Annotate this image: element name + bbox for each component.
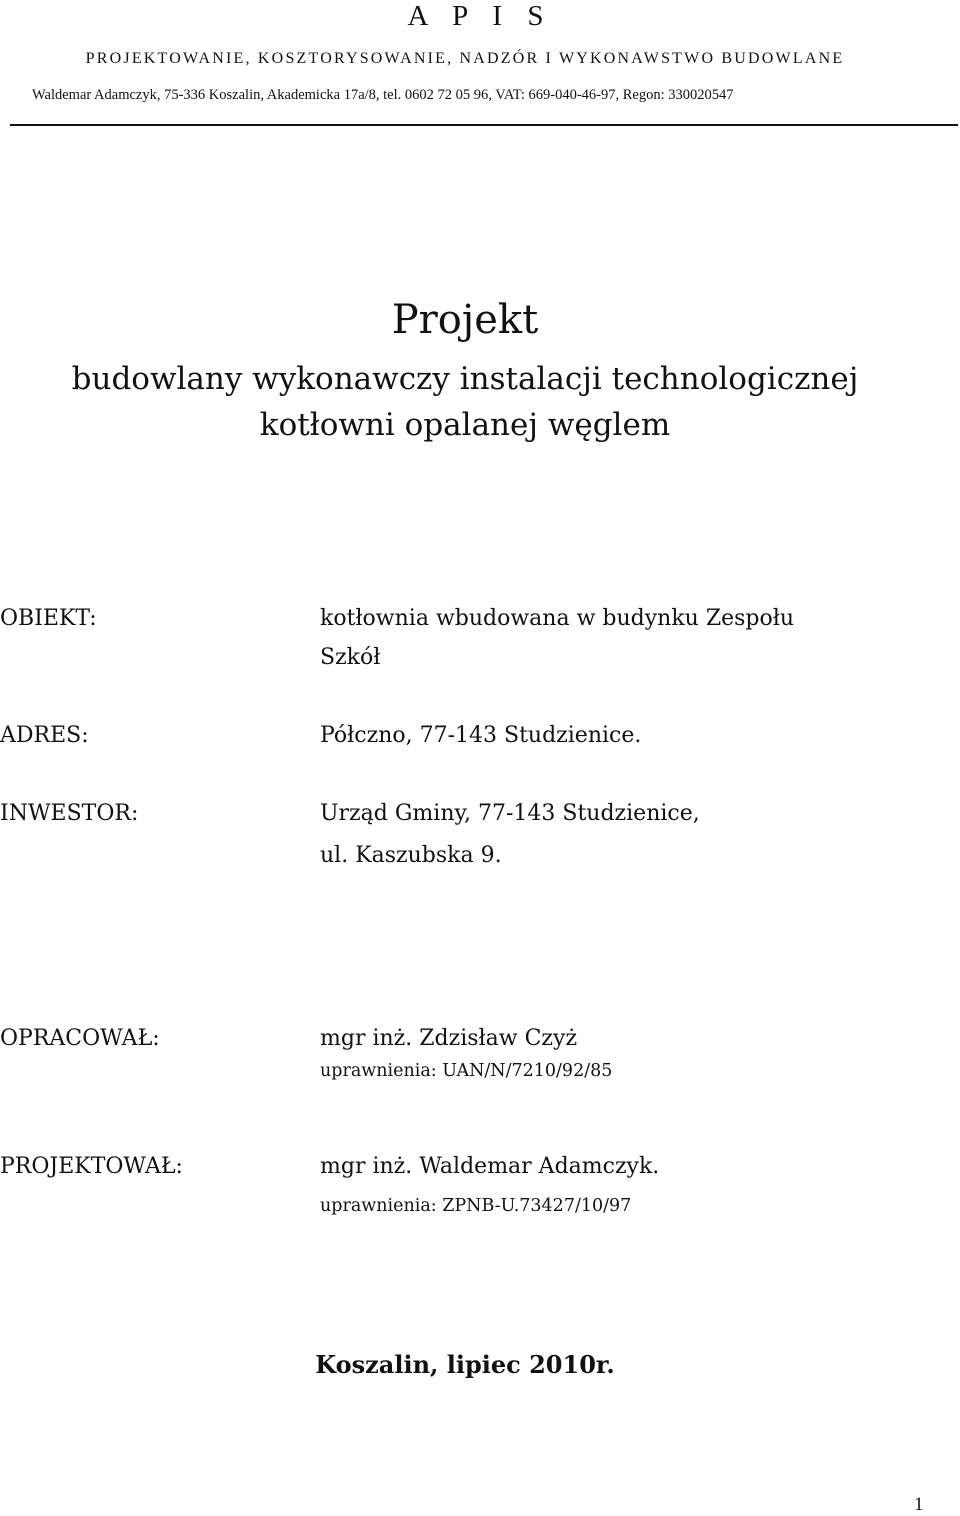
designed-by-name: mgr inż. Waldemar Adamczyk. (320, 1154, 660, 1179)
prepared-by-license: uprawnienia: UAN/N/7210/92/85 (320, 1061, 613, 1081)
investor-label: INWESTOR: (0, 801, 139, 826)
company-tagline: PROJEKTOWANIE, KOSZTORYSOWANIE, NADZÓR I WYKONAWSTWO BUDOWLANE (85, 50, 845, 67)
company-address: Waldemar Adamczyk, 75-336 Koszalin, Akademicka 17a/8, tel. 0602 72 05 96, VAT: 669-040-46-97, Regon: 330020547 (32, 87, 734, 103)
object-value-line2: Szkół (320, 645, 381, 670)
investor-value-line2: ul. Kaszubska 9. (320, 843, 502, 868)
address-value: Półczno, 77-143 Studzienice. (320, 723, 642, 748)
designed-by-label: PROJEKTOWAŁ: (0, 1154, 183, 1179)
designed-by-license: uprawnienia: ZPNB-U.73427/10/97 (320, 1196, 632, 1216)
investor-value-line1: Urząd Gminy, 77-143 Studzienice, (320, 801, 700, 826)
address-label: ADRES: (0, 723, 89, 748)
place-and-date: Koszalin, lipiec 2010r. (315, 1350, 615, 1379)
company-name: A P I S (407, 0, 553, 32)
prepared-by-label: OPRACOWAŁ: (0, 1026, 160, 1051)
page-number: 1 (914, 1494, 924, 1515)
prepared-by-name: mgr inż. Zdzisław Czyż (320, 1026, 578, 1051)
header-divider (10, 124, 958, 126)
object-value-line1: kotłownia wbudowana w budynku Zespołu (320, 606, 795, 631)
document-subtitle-line2: kotłowni opalanej węglem (259, 407, 671, 443)
document-title: Projekt (391, 297, 539, 343)
document-subtitle-line1: budowlany wykonawczy instalacji technologicznej (71, 361, 859, 397)
object-label: OBIEKT: (0, 606, 97, 631)
